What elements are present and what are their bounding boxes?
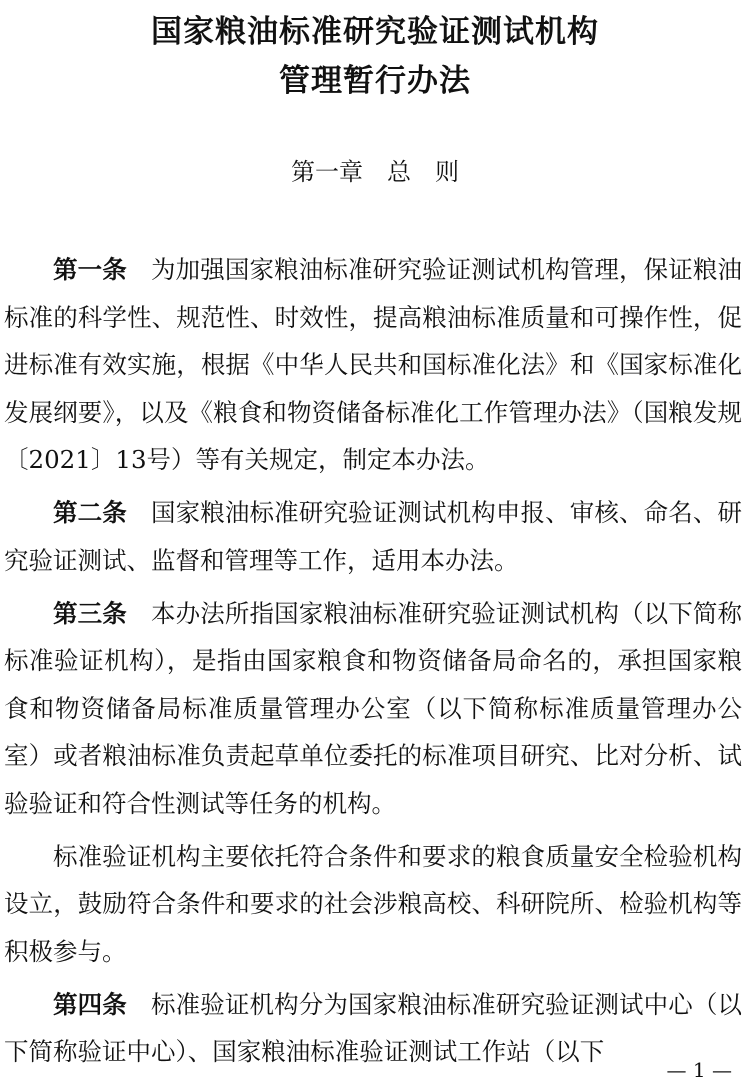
article-3	[4, 590, 742, 828]
article-label: 第四条	[53, 989, 127, 1019]
article-text: 为加强国家粮油标准研究验证测试机构管理，保证粮油标准的科学性、规范性、时效性，提高粮油标准质量和可操作性，促进标准有效实施，根据《中华人民共和国标准化法》和《国家标准化发展纲要》，以及《粮食和物资储备标准化工作管理办法》（国粮发规〔2021〕13号）等有关规定，制定本办法。	[4, 255, 742, 474]
article-text: 国家粮油标准研究验证测试机构申报、审核、命名、研究验证测试、监督和管理等工作，适用本办法。	[4, 498, 742, 575]
article-1	[4, 246, 742, 484]
article-label: 第三条	[53, 598, 127, 628]
article-text: 本办法所指国家粮油标准研究验证测试机构（以下简称标准验证机构），是指由国家粮食和物资储备局命名的，承担国家粮食和物资储备局标准质量管理办公室（以下简称标准质量管理办公室）或者粮油标准负责起草单位委托的标准项目研究、比对分析、试验验证和符合性测试等任务的机构。	[4, 598, 742, 818]
page-number: — 1 —	[666, 1058, 732, 1082]
plain-paragraph: 标准验证机构主要依托符合条件和要求的粮食质量安全检验机构设立，鼓励符合条件和要求的社会涉粮高校、科研院所、检验机构等积极参与。	[4, 841, 742, 966]
article-label: 第一条	[53, 255, 127, 284]
document-body	[4, 246, 742, 1081]
article-label: 第二条	[53, 498, 127, 527]
article-4	[4, 981, 742, 1076]
document-title-line-2: 管理暂行办法	[279, 63, 471, 99]
article-2	[4, 489, 742, 584]
article-text: 标准验证机构分为国家粮油标准研究验证测试中心（以下简称验证中心）、国家粮油标准验证测试工作站（以下	[4, 989, 742, 1066]
chapter-heading: 第一章 总 则	[291, 158, 459, 186]
document-title-line-1: 国家粮油标准研究验证测试机构	[151, 14, 599, 50]
